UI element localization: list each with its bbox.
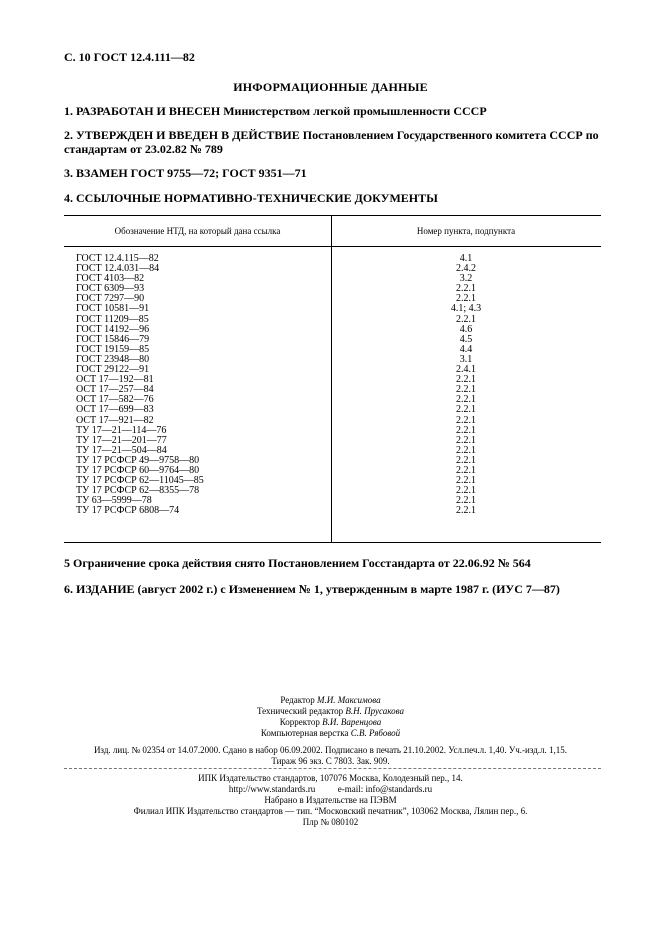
print-info-line-1: Изд. лиц. № 02354 от 14.07.2000. Сдано в набор 06.09.2002. Подписано в печать 21.10.2002. Усл.печ.л. 1,40. Уч.-изд.л. 1,15.	[93, 745, 568, 755]
row-clause: 2.2.1	[456, 394, 476, 406]
row-document: ТУ 17 РСФСР 49—9758—80	[76, 454, 200, 466]
table-row	[64, 274, 601, 284]
row-clause: 2.2.1	[456, 454, 476, 466]
table-row	[64, 506, 601, 516]
row-document: ОСТ 17—582—76	[76, 394, 154, 406]
row-document: ГОСТ 23948—80	[76, 353, 150, 365]
row-clause: 2.2.1	[456, 475, 476, 487]
credit-line-editor	[0, 695, 661, 706]
credit-role: Корректор	[279, 717, 320, 727]
row-document: ГОСТ 10581—91	[76, 303, 150, 315]
table-rows	[64, 254, 601, 516]
column-header-clause: Номер пункта, подпункта	[416, 226, 516, 236]
item-bold: ССЫЛОЧНЫЕ НОРМАТИВНО-ТЕХНИЧЕСКИЕ ДОКУМЕНТЫ	[76, 191, 438, 205]
item-number: 2.	[64, 128, 73, 142]
item-number: 4.	[64, 191, 73, 205]
row-clause: 3.1	[459, 353, 473, 365]
row-clause: 2.2.1	[456, 384, 476, 396]
row-document: ТУ 17 РСФСР 6808—74	[76, 505, 180, 517]
row-document: ГОСТ 15846—79	[76, 333, 150, 345]
info-item-4	[64, 191, 609, 205]
table-row	[64, 284, 601, 294]
row-document: ТУ 17 РСФСР 62—8355—78	[76, 485, 200, 497]
row-document: ОСТ 17—699—83	[76, 404, 154, 416]
credit-name: С.В. Рябовой	[350, 728, 401, 738]
table-row	[64, 405, 601, 415]
row-clause: 2.2.1	[456, 313, 476, 325]
row-document: ГОСТ 19159—85	[76, 343, 150, 355]
credit-role: Технический редактор	[256, 706, 344, 716]
dashed-separator	[64, 768, 601, 769]
credit-line-corrector	[0, 717, 661, 728]
row-document: ГОСТ 7297—90	[76, 293, 145, 305]
row-document: ГОСТ 6309—93	[76, 283, 145, 295]
table-row	[64, 264, 601, 274]
item-number: 1.	[64, 104, 73, 118]
row-document: ТУ 17—21—201—77	[76, 434, 167, 446]
row-document: ТУ 63—5999—78	[76, 495, 152, 507]
row-document: ГОСТ 14192—96	[76, 323, 150, 335]
row-document: ОСТ 17—921—82	[76, 414, 154, 426]
row-document: ТУ 17—21—114—76	[76, 424, 167, 436]
info-item-5: 5 Ограничение срока действия снято Постановлением Госстандарта от 22.06.92 № 564	[64, 556, 531, 570]
credit-line-tech-editor	[0, 706, 661, 717]
row-clause: 2.2.1	[456, 374, 476, 386]
row-document: ОСТ 17—192—81	[76, 374, 154, 386]
row-document: ГОСТ 4103—82	[76, 273, 145, 285]
row-clause: 4.4	[459, 343, 473, 355]
publisher-line-3: Набрано в Издательстве на ПЭВМ	[264, 795, 397, 805]
item-bold: РАЗРАБОТАН И ВНЕСЕН	[76, 104, 221, 118]
row-clause: 2.2.1	[456, 414, 476, 426]
page-header: С. 10 ГОСТ 12.4.111—82	[64, 50, 195, 64]
row-document: ОСТ 17—257—84	[76, 384, 154, 396]
row-document: ТУ 17—21—504—84	[76, 444, 167, 456]
row-clause: 2.2.1	[456, 444, 476, 456]
row-document: ТУ 17 РСФСР 60—9764—80	[76, 464, 200, 476]
info-item-2	[64, 128, 609, 156]
row-document: ГОСТ 11209—85	[76, 313, 149, 325]
item-bold: УТВЕРЖДЕН И ВВЕДЕН В ДЕЙСТВИЕ	[76, 128, 300, 142]
item-number: 3.	[64, 166, 73, 180]
credit-name: В.И. Варенцова	[322, 717, 382, 727]
credit-role: Компьютерная верстка	[260, 728, 349, 738]
section-title: ИНФОРМАЦИОННЫЕ ДАННЫЕ	[233, 80, 428, 94]
row-clause: 4.6	[459, 323, 473, 335]
row-document: ГОСТ 12.4.031—84	[76, 263, 160, 275]
row-clause: 2.2.1	[456, 434, 476, 446]
item-text: Постановлением Государственного комитета СССР по стандартам от 23.02.82 № 789	[64, 128, 599, 156]
row-clause: 2.2.1	[456, 404, 476, 416]
row-clause: 4.5	[459, 333, 473, 345]
publisher-line-2: http://www.standards.ru e-mail: info@standards.ru	[228, 784, 433, 794]
info-item-1	[64, 104, 609, 118]
publisher-line-4: Филиал ИПК Издательство стандартов — тип. “Московский печатник”, 103062 Москва, Лялин пер., 6.	[133, 806, 528, 816]
row-document: ГОСТ 29122—91	[76, 364, 150, 376]
row-document: ГОСТ 12.4.115—82	[76, 253, 159, 264]
column-header-document: Обозначение НТД, на который дана ссылка	[114, 226, 281, 236]
row-clause: 4.1; 4.3	[450, 303, 482, 315]
credit-role: Редактор	[280, 695, 315, 705]
row-clause: 2.2.1	[456, 485, 476, 497]
row-clause: 2.4.1	[456, 364, 476, 376]
row-clause: 2.2.1	[456, 283, 476, 295]
publisher-line-5: Плр № 080102	[302, 817, 359, 827]
reference-table	[64, 215, 601, 543]
row-clause: 4.1	[459, 253, 473, 264]
header-rule	[64, 246, 601, 247]
row-clause: 2.2.1	[456, 495, 476, 507]
item-text: Министерством легкой промышленности СССР	[220, 104, 487, 118]
row-clause: 2.2.1	[456, 464, 476, 476]
row-clause: 2.2.1	[456, 424, 476, 436]
print-info-line-2: Тираж 96 экз. С 7803. Зак. 909.	[271, 756, 390, 766]
publisher-line-1: ИПК Издательство стандартов, 107076 Москва, Колодезный пер., 14.	[198, 773, 463, 783]
row-clause: 3.2	[459, 273, 473, 285]
credit-name: В.Н. Прусакова	[345, 706, 405, 716]
info-item-3	[64, 166, 609, 180]
row-clause: 2.2.1	[456, 505, 476, 517]
credit-name: М.И. Максимова	[317, 695, 381, 705]
row-document: ТУ 17 РСФСР 62—11045—85	[76, 475, 204, 487]
credit-line-layout	[0, 728, 661, 739]
item-bold: ВЗАМЕН ГОСТ 9755—72; ГОСТ 9351—71	[76, 166, 307, 180]
row-clause: 2.2.1	[456, 293, 476, 305]
row-clause: 2.4.2	[456, 263, 476, 275]
info-item-6: 6. ИЗДАНИЕ (август 2002 г.) с Изменением № 1, утвержденным в марте 1987 г. (ИУС 7—87)	[64, 582, 560, 596]
